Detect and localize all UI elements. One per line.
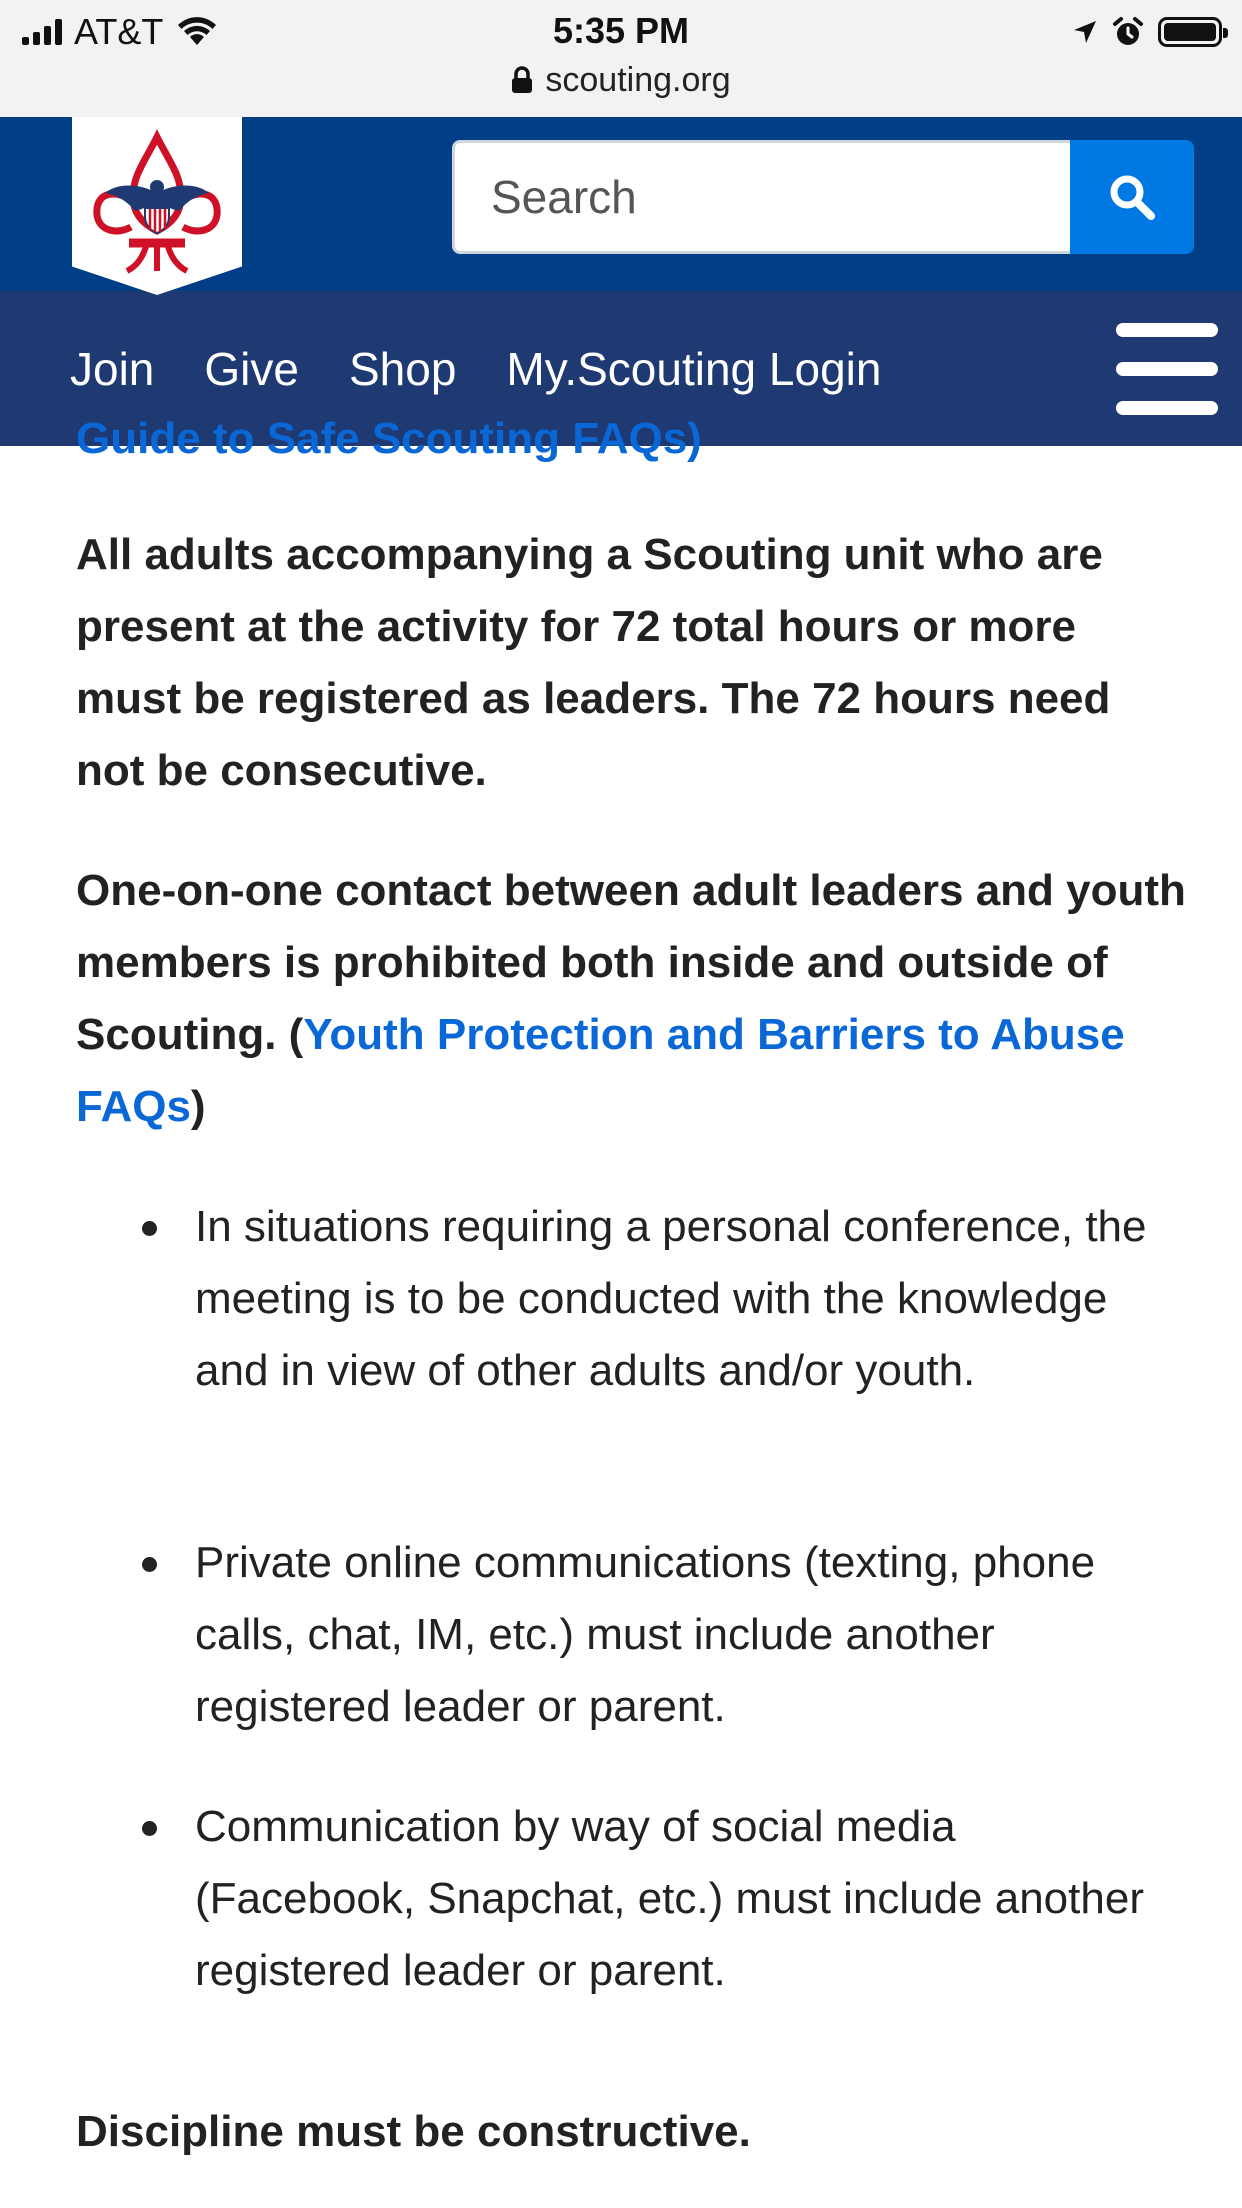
paragraph-one-on-one-contact bbox=[76, 855, 1186, 1143]
url-text: scouting.org bbox=[545, 60, 731, 99]
search-form bbox=[452, 140, 1194, 254]
nav-my-scouting-login[interactable]: My.Scouting Login bbox=[506, 342, 882, 395]
list-item-text: Communication by way of social media (Facebook, Snapchat, etc.) must include another registered leader or parent. bbox=[195, 1802, 1144, 1995]
status-right bbox=[1072, 12, 1222, 52]
nav-shop[interactable]: Shop bbox=[348, 342, 457, 395]
list-item bbox=[76, 1527, 1186, 1743]
fleur-de-lis-eagle-icon bbox=[87, 131, 227, 281]
paragraph-adult-registration: All adults accompanying a Scouting unit who are present at the activity for 72 total hours or more must be registered as leaders. The 72 hours need not be consecutive. bbox=[76, 530, 1111, 795]
closing-paren: ) bbox=[190, 1082, 206, 1131]
status-time: 5:35 PM bbox=[552, 10, 690, 51]
status-bar bbox=[0, 0, 1242, 117]
bullet-icon bbox=[142, 1221, 157, 1236]
site-header bbox=[0, 117, 1242, 291]
search-input[interactable] bbox=[452, 140, 1070, 254]
menu-icon[interactable] bbox=[1116, 323, 1218, 415]
bullet-icon bbox=[142, 1557, 157, 1572]
location-arrow-icon bbox=[1072, 19, 1098, 45]
url-bar[interactable] bbox=[0, 58, 1242, 102]
carrier-name: AT&T bbox=[74, 11, 164, 52]
bsa-logo[interactable] bbox=[72, 117, 242, 295]
list-item bbox=[76, 1191, 1186, 1407]
search-button[interactable] bbox=[1070, 140, 1194, 254]
nav-join[interactable]: Join bbox=[70, 342, 155, 395]
article-content bbox=[0, 414, 1242, 2208]
youth-protection-faq-link[interactable]: Youth Protection and Barriers to Abuse FAQs bbox=[76, 1010, 1125, 1131]
lock-icon bbox=[511, 66, 533, 94]
list-item-text: In situations requiring a personal conference, the meeting is to be conducted with the knowledge and in view of other adults and/or youth. bbox=[195, 1202, 1147, 1395]
battery-icon bbox=[1158, 17, 1222, 47]
cut-off-link-line[interactable]: Guide to Safe Scouting FAQs) bbox=[76, 414, 702, 463]
paragraph-text: One-on-one contact between adult leaders and youth members is prohibited both inside and outside of Scouting. ( bbox=[76, 866, 1186, 1059]
alarm-clock-icon bbox=[1112, 16, 1144, 48]
nav-give[interactable]: Give bbox=[204, 342, 299, 395]
search-icon bbox=[1107, 172, 1157, 222]
list-item-text: Private online communications (texting, phone calls, chat, IM, etc.) must include another registered leader or parent. bbox=[195, 1538, 1096, 1731]
list-item bbox=[76, 1791, 1186, 2007]
paragraph-discipline: Discipline must be constructive. bbox=[76, 2107, 751, 2156]
bullet-icon bbox=[142, 1821, 157, 1836]
